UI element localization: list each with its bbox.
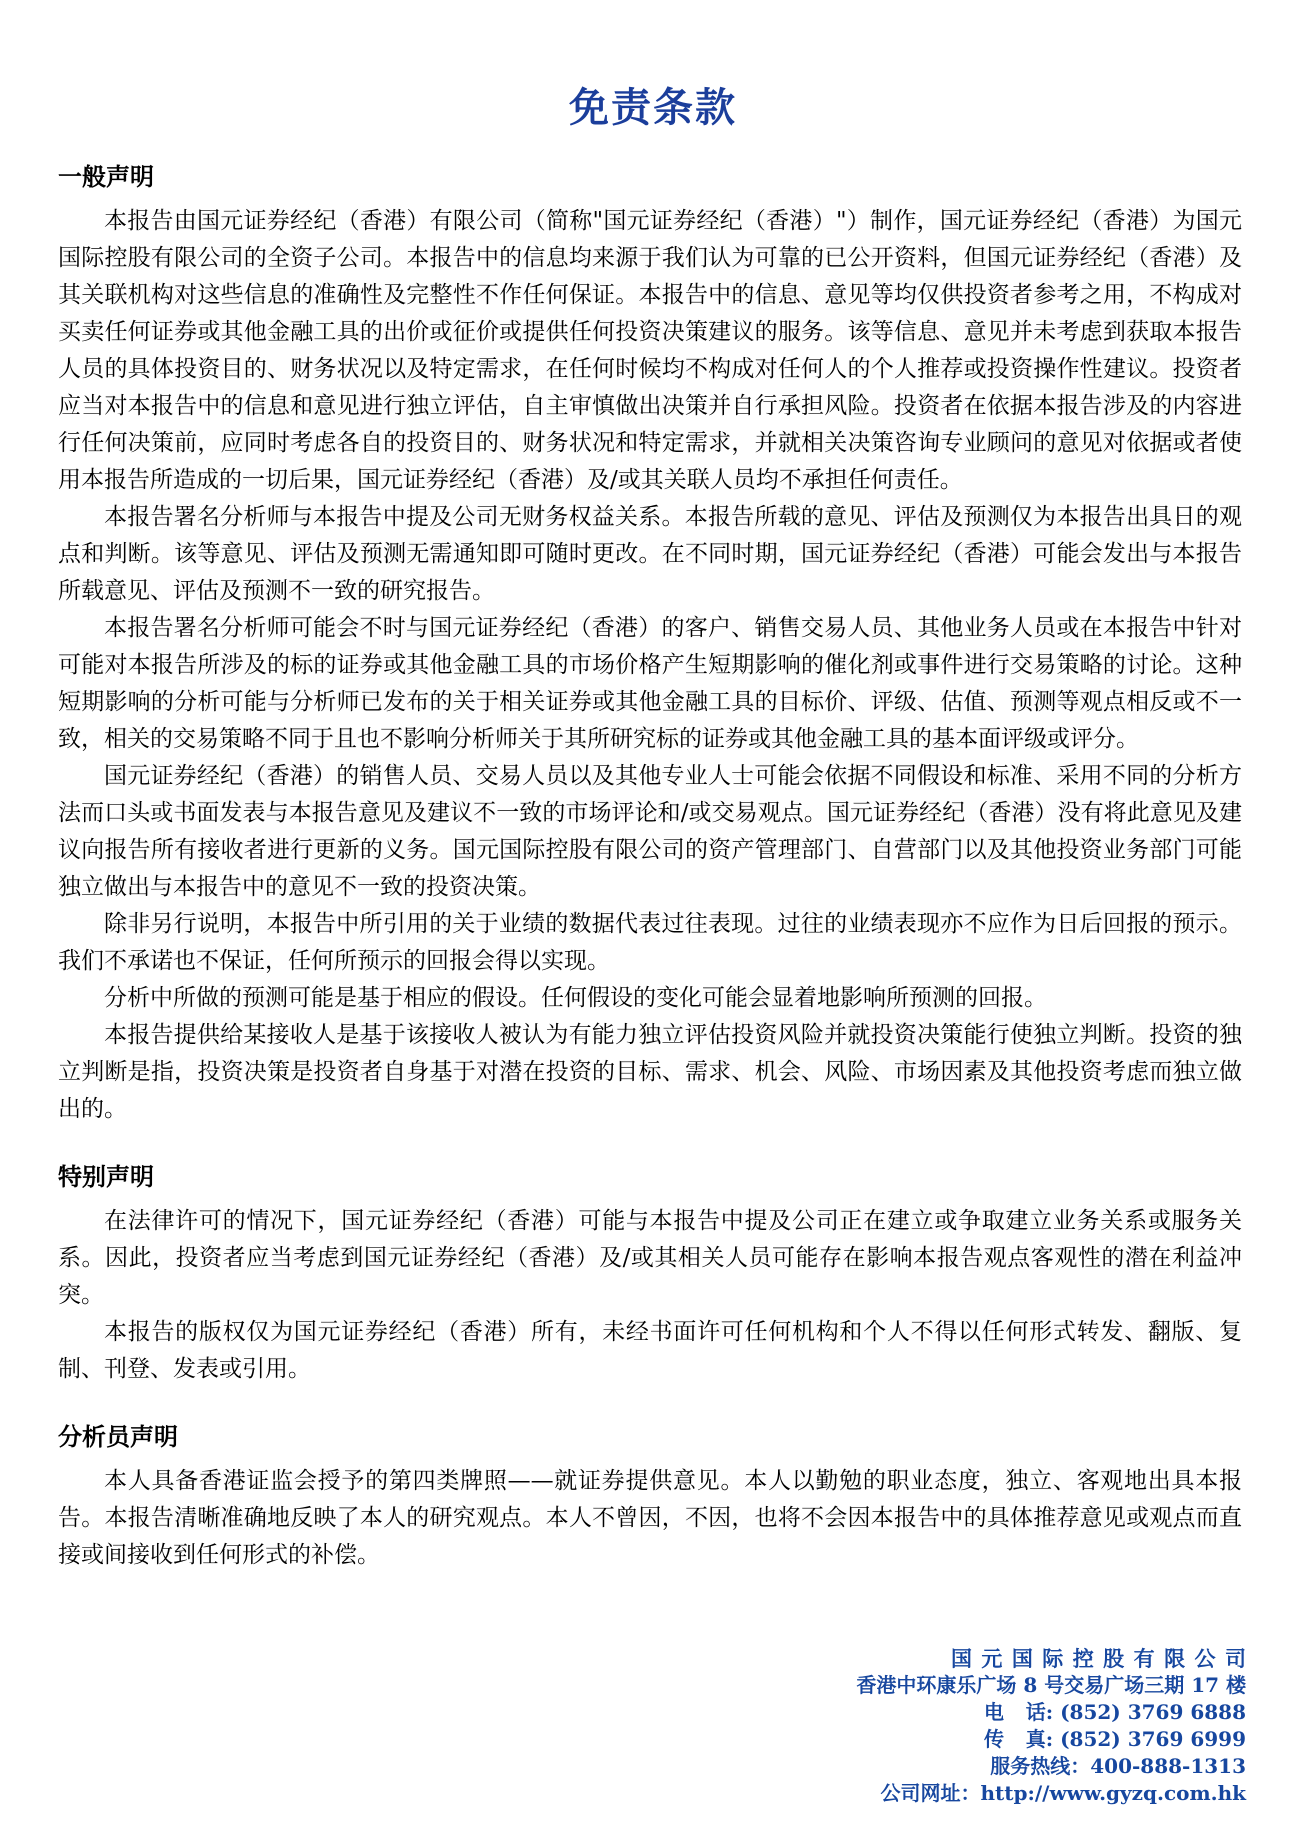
paragraph: 本报告署名分析师与本报告中提及公司无财务权益关系。本报告所载的意见、评估及预测仅为本报告出具日的观点和判断。该等意见、评估及预测无需通知即可随时更改。在不同时期，国元证券经纪（香港）可能会发出与本报告所载意见、评估及预测不一致的研究报告。 xyxy=(58,504,1242,604)
paragraph: 国元证券经纪（香港）的销售人员、交易人员以及其他专业人士可能会依据不同假设和标准、采用不同的分析方法而口头或书面发表与本报告意见及建议不一致的市场评论和/或交易观点。国元证券经纪（香港）没有将此意见及建议向报告所有接收者进行更新的义务。国元国际控股有限公司的资产管理部门、自营部门以及其他投资业务部门可能独立做出与本报告中的意见不一致的投资决策。 xyxy=(58,763,1242,900)
paragraph: 本报告由国元证券经纪（香港）有限公司（简称"国元证券经纪（香港）"）制作，国元证券经纪（香港）为国元国际控股有限公司的全资子公司。本报告中的信息均来源于我们认为可靠的已公开资料，但国元证券经纪（香港）及其关联机构对这些信息的准确性及完整性不作任何保证。本报告中的信息、意见等均仅供投资者参考之用，不构成对买卖任何证券或其他金融工具的出价或征价或提供任何投资决策建议的服务。该等信息、意见并未考虑到获取本报告人员的具体投资目的、财务状况以及特定需求，在任何时候均不构成对任何人的个人推荐或投资操作性建议。投资者应当对本报告中的信息和意见进行独立评估，自主审慎做出决策并自行承担风险。投资者在依据本报告涉及的内容进行任何决策前，应同时考虑各自的投资目的、财务状况和特定需求，并就相关决策咨询专业顾问的意见对依据或者使用本报告所造成的一切后果，国元证券经纪（香港）及/或其关联人员均不承担任何责任。 xyxy=(58,208,1242,493)
page-title: 免责条款 xyxy=(569,84,737,131)
paragraph: 本人具备香港证监会授予的第四类牌照——就证券提供意见。本人以勤勉的职业态度，独立、客观地出具本报告。本报告清晰准确地反映了本人的研究观点。本人不曾因，不因，也将不会因本报告中的具体推荐意见或观点而直接或间接收到任何形式的补偿。 xyxy=(58,1468,1242,1568)
section-heading: 特别声明 xyxy=(58,1162,154,1191)
paragraph: 在法律许可的情况下，国元证券经纪（香港）可能与本报告中提及公司正在建立或争取建立业务关系或服务关系。因此，投资者应当考虑到国元证券经纪（香港）及/或其相关人员可能存在影响本报告观点客观性的潜在利益冲突。 xyxy=(58,1208,1242,1308)
footer-line-label: 电 xyxy=(984,1700,1004,1724)
paragraph: 除非另行说明，本报告中所引用的关于业绩的数据代表过往表现。过往的业绩表现亦不应作为日后回报的预示。我们不承诺也不保证，任何所预示的回报会得以实现。 xyxy=(58,911,1242,974)
section-分析员声明 xyxy=(58,1418,1242,1574)
company-name: 国元国际控股有限公司 xyxy=(950,1646,1256,1671)
company-footer xyxy=(856,1645,1256,1807)
paragraph: 本报告署名分析师可能会不时与国元证券经纪（香港）的客户、销售交易人员、其他业务人员或在本报告中针对可能对本报告所涉及的标的证券或其他金融工具的市场价格产生短期影响的催化剂或事件进行交易策略的讨论。这种短期影响的分析可能与分析师已发布的关于相关证券或其他金融工具的目标价、评级、估值、预测等观点相反或不一致，相关的交易策略不同于且也不影响分析师关于其所研究标的证券或其他金融工具的基本面评级或评分。 xyxy=(58,615,1242,752)
footer-line-label: 传 xyxy=(984,1727,1004,1751)
footer-line-value: 话: (852) 3769 6888 xyxy=(1025,1700,1246,1724)
section-heading: 一般声明 xyxy=(58,162,154,191)
footer-line-value: 真: (852) 3769 6999 xyxy=(1025,1727,1246,1751)
fax-line xyxy=(984,1726,1246,1753)
paragraph: 分析中所做的预测可能是基于相应的假设。任何假设的变化可能会显着地影响所预测的回报。 xyxy=(104,985,1047,1011)
section-特别声明 xyxy=(58,1158,1242,1388)
paragraph: 本报告的版权仅为国元证券经纪（香港）所有，未经书面许可任何机构和个人不得以任何形式转发、翻版、复制、刊登、发表或引用。 xyxy=(58,1319,1242,1382)
paragraph: 本报告提供给某接收人是基于该接收人被认为有能力独立评估投资风险并就投资决策能行使独立判断。投资的独立判断是指，投资决策是投资者自身基于对潜在投资的目标、需求、机会、风险、市场因素及其他投资考虑而独立做出的。 xyxy=(58,1022,1242,1122)
disclaimer-content xyxy=(0,158,1306,1574)
phone-line xyxy=(984,1699,1246,1726)
service-hotline: 服务热线：400-888-1313 xyxy=(990,1754,1246,1778)
company-website: 公司网址：http://www.gyzq.com.hk xyxy=(880,1781,1246,1805)
company-address: 香港中环康乐广场 8 号交易广场三期 17 楼 xyxy=(856,1673,1246,1697)
section-一般声明 xyxy=(58,158,1242,1128)
section-heading: 分析员声明 xyxy=(58,1422,178,1451)
